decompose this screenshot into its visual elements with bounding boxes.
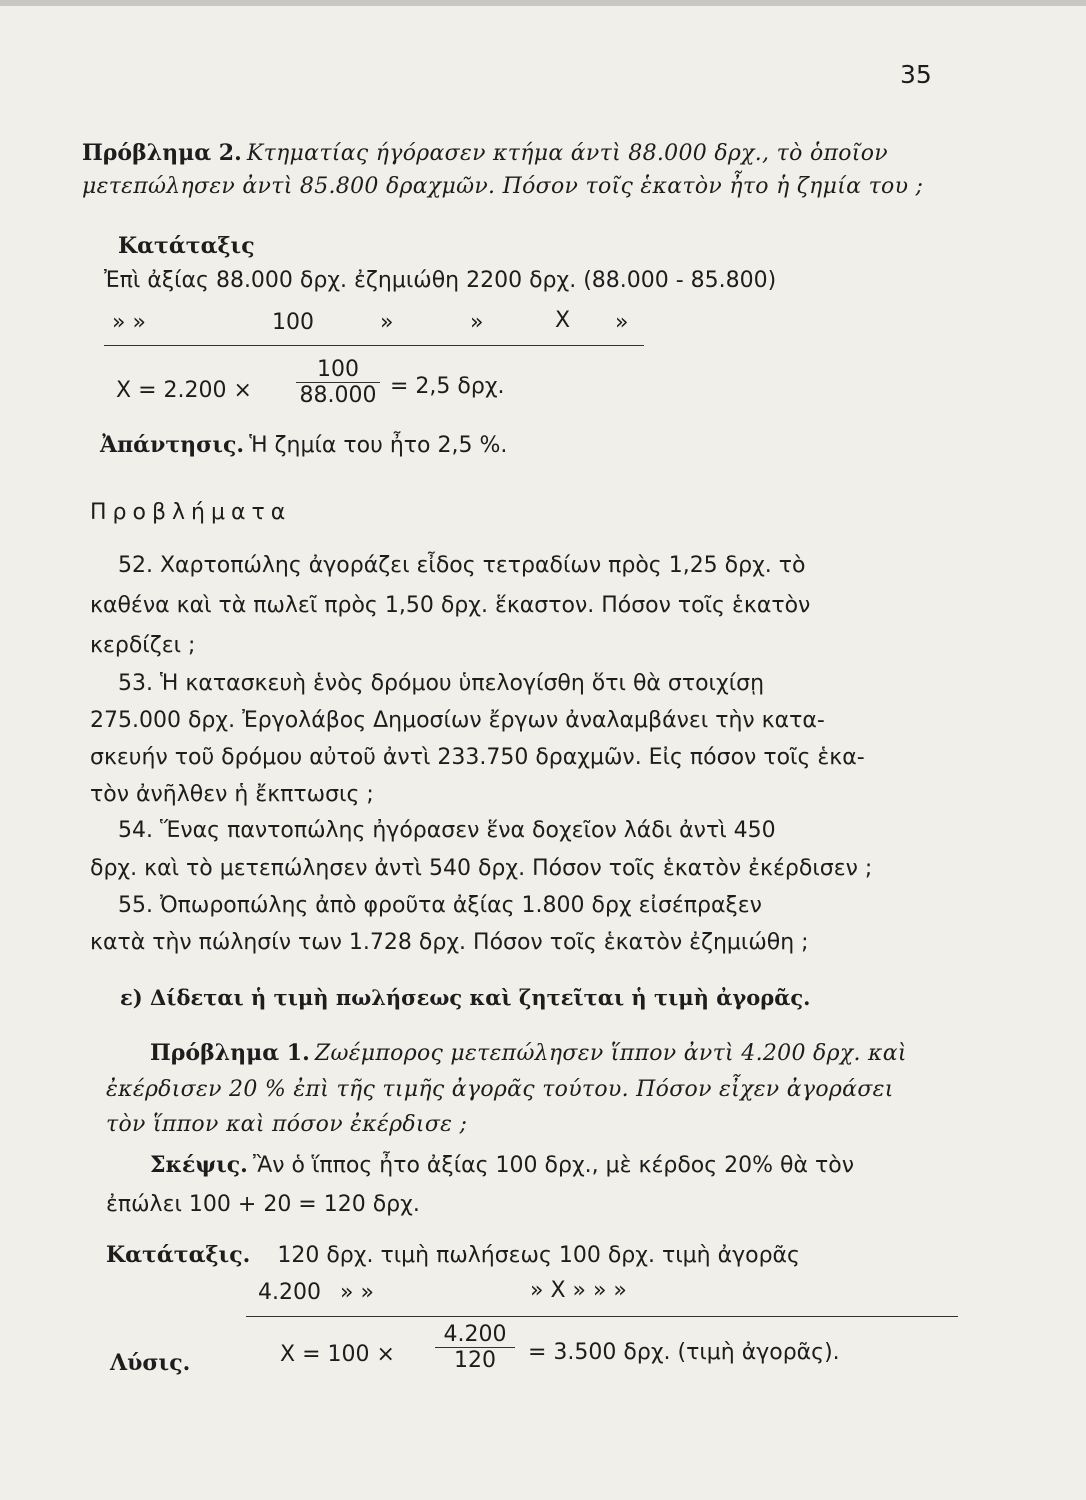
exercise-53-line-2: 275.000 δρχ. Ἐργολάβος Δημοσίων ἔργων ἀναλαμβάνει τὴν κατα-	[90, 708, 825, 733]
problem-1-line-1	[150, 1040, 907, 1066]
katataxis-row-2-quotes: » »	[112, 310, 146, 335]
lysis-numerator: 4.200	[443, 1322, 507, 1347]
page-number: 35	[900, 60, 932, 89]
problem-2-text: Κτηματίας ήγόρασεν κτήμα άντὶ 88.000 δρχ., τὸ ὁποῖον	[246, 141, 888, 166]
katataxis-2-row-1	[106, 1242, 800, 1268]
solution-1-rhs: = 2,5 δρχ.	[390, 374, 505, 399]
katataxis-row-2-q1: »	[380, 310, 394, 335]
lysis-fraction	[435, 1322, 515, 1373]
skepsis-label: Σκέψις.	[150, 1152, 248, 1178]
skepsis-line-1	[150, 1152, 854, 1178]
problem-1-label: Πρόβλημα 1.	[150, 1040, 310, 1066]
problem-2-line-1	[82, 140, 888, 166]
section-e-heading: ε) Δίδεται ἡ τιμὴ πωλήσεως καὶ ζητεῖται ἡ τιμὴ ἀγορᾶς.	[120, 985, 811, 1010]
solution-1-lhs: X = 2.200 ×	[116, 378, 252, 403]
exercise-53-line-4: τὸν ἀνῆλθεν ἡ ἔκπτωσις ;	[90, 782, 374, 807]
katataxis-2-row-1-text: 120 δρχ. τιμὴ πωλήσεως 100 δρχ. τιμὴ ἀγορᾶς	[277, 1243, 800, 1268]
katataxis-2-rule	[246, 1316, 958, 1317]
answer-1-text: Ἡ ζημία του ἦτο 2,5 %.	[249, 433, 508, 458]
katataxis-rule	[104, 345, 644, 346]
katataxis-2-row-2-amount: 4.200	[258, 1280, 321, 1305]
problem-2-label: Πρόβλημα 2.	[82, 140, 242, 166]
exercise-52-line-2: καθένα καὶ τὰ πωλεῖ πρὸς 1,50 δρχ. ἕκαστον. Πόσον τοῖς ἑκατὸν	[90, 593, 811, 618]
solution-1-fraction	[296, 357, 380, 408]
exercise-54-line-1: 54. Ἕνας παντοπώλης ἠγόρασεν ἕνα δοχεῖον λάδι ἀντὶ 450	[118, 818, 776, 843]
problems-heading: Προβλήματα	[90, 500, 292, 525]
exercise-53-line-1: 53. Ἡ κατασκευὴ ἑνὸς δρόμου ὑπελογίσθη ὅτι θὰ στοιχίσῃ	[118, 671, 765, 696]
skepsis-line-2: ἐπώλει 100 + 20 = 120 δρχ.	[106, 1192, 420, 1217]
katataxis-heading: Κατάταξις	[118, 233, 255, 259]
katataxis-row-2-q3: »	[615, 310, 629, 335]
problem-2-line-2: μετεπώλησεν ἀντὶ 85.800 δραχμῶν. Πόσον τοῖς ἑκατὸν ἦτο ἡ ζημία του ;	[82, 174, 924, 199]
exercise-52-line-3: κερδίζει ;	[90, 633, 196, 658]
problem-1-line-3: τὸν ἵππον καὶ πόσον ἐκέρδισε ;	[106, 1112, 468, 1137]
exercise-55-line-1: 55. Ὀπωροπώλης ἀπὸ φροῦτα ἀξίας 1.800 δρχ εἰσέπραξεν	[118, 893, 762, 918]
solution-1-numerator: 100	[317, 357, 359, 382]
katataxis-2-row-2-quotes-a: » »	[340, 1280, 374, 1305]
lysis-label: Λύσις.	[110, 1350, 191, 1376]
katataxis-2-row-2-quotes-b: » X » » »	[530, 1278, 627, 1303]
katataxis-row-2-q2: »	[470, 310, 484, 335]
katataxis-2-label: Κατάταξις.	[106, 1242, 251, 1268]
katataxis-row-2-x: X	[555, 308, 571, 333]
exercise-55-line-2: κατὰ τὴν πώλησίν των 1.728 δρχ. Πόσον τοῖς ἑκατὸν ἐζημιώθη ;	[90, 930, 809, 955]
problem-1-line-2: ἐκέρδισεν 20 % ἐπὶ τῆς τιμῆς ἀγορᾶς τούτου. Πόσον εἶχεν ἀγοράσει	[106, 1077, 894, 1102]
skepsis-text: Ἂν ὁ ἵππος ἦτο ἀξίας 100 δρχ., μὲ κέρδος 20% θὰ τὸν	[252, 1153, 855, 1178]
answer-1-label: Ἀπάντησις.	[100, 432, 245, 458]
lysis-denominator: 120	[435, 1347, 515, 1373]
exercise-52-line-1: 52. Χαρτοπώλης ἀγοράζει εἶδος τετραδίων πρὸς 1,25 δρχ. τὸ	[118, 553, 806, 578]
katataxis-row-2-100: 100	[272, 310, 314, 335]
solution-1-denominator: 88.000	[296, 382, 380, 408]
page-edge	[0, 0, 1086, 6]
exercise-54-line-2: δρχ. καὶ τὸ μετεπώλησεν ἀντὶ 540 δρχ. Πόσον τοῖς ἑκατὸν ἐκέρδισεν ;	[90, 856, 873, 881]
exercise-53-line-3: σκευήν τοῦ δρόμου αὐτοῦ ἀντὶ 233.750 δραχμῶν. Εἰς πόσον τοῖς ἑκα-	[90, 745, 865, 770]
lysis-rhs: = 3.500 δρχ. (τιμὴ ἀγορᾶς).	[528, 1340, 840, 1365]
problem-1-text: Ζωέμπορος μετεπώλησεν ἵππον ἀντὶ 4.200 δρχ. καὶ	[314, 1041, 907, 1066]
lysis-lhs: X = 100 ×	[280, 1342, 395, 1367]
answer-1	[100, 432, 507, 458]
katataxis-row-1: Ἐπὶ ἀξίας 88.000 δρχ. ἐζημιώθη 2200 δρχ. (88.000 - 85.800)	[104, 268, 777, 293]
